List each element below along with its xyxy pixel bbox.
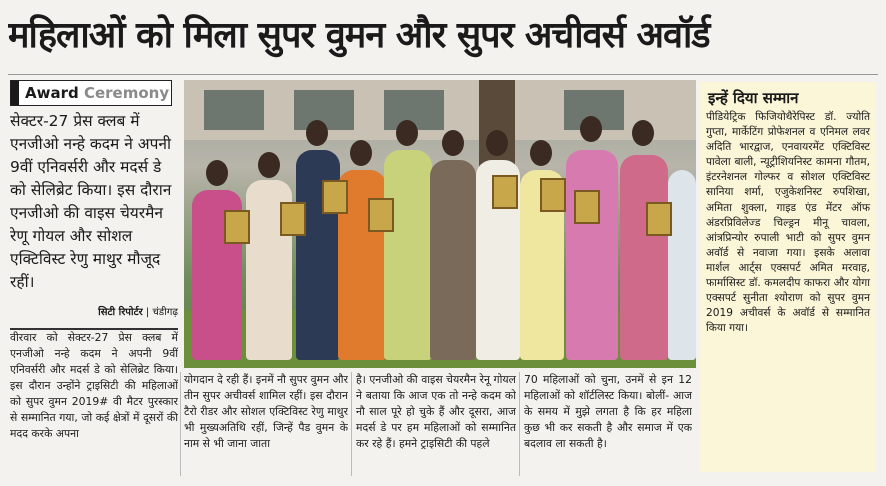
photo-building bbox=[184, 80, 696, 140]
byline-city: चंडीगढ़ bbox=[152, 307, 178, 318]
column-rule bbox=[519, 372, 520, 476]
byline: सिटी रिपोर्टर | चंडीगढ़ bbox=[98, 307, 178, 318]
kicker-part1: Award bbox=[25, 84, 79, 102]
body-column-2: योगदान दे रही हैं। इनमें नौ सुपर वुमन और तीन सुपर अचीवर्स शामिल रहीं। इस दौरान टैरो रीडर और सोशल एक्टिविस्ट रेणु माथुर भी मुख्यअतिथि रहीं, जिन्हें पैड वुमन के नाम से भी जाना जाता bbox=[184, 373, 348, 450]
body-column-4: 70 महिलाओं को चुना, उनमें से इन 12 महिलाओं को शॉर्टलिस्ट किया। बोलीं- आज के समय में मुझे लगता है कि हर महिला कुछ भी कर सकती है और समाज में एक बदलाव ला सकती है। bbox=[524, 373, 692, 450]
body-column-3: है। एनजीओ की वाइस चेयरमैन रेनू गोयल ने बताया कि आज एक तो नन्हे कदम को नौ साल पूरे हो चुके हैं और दूसरा, आज मदर्स डे पर हम महिलाओं को सम्मानित कर रहे हैं। हमने ट्राइसिटी की पहले bbox=[356, 373, 516, 450]
sidebar-title: इन्हें दिया सम्मान bbox=[708, 89, 799, 107]
headline: महिलाओं को मिला सुपर वुमन और सुपर अचीवर्स अवॉर्ड bbox=[8, 15, 710, 56]
column-rule bbox=[180, 372, 181, 476]
kicker-bar bbox=[11, 81, 19, 105]
column-rule bbox=[351, 372, 352, 476]
headline-rule bbox=[8, 74, 878, 75]
kicker-part2: Ceremony bbox=[83, 84, 170, 102]
section-kicker bbox=[10, 80, 172, 106]
awardees-sidebar bbox=[700, 82, 876, 472]
byline-reporter: सिटी रिपोर्टर bbox=[98, 307, 143, 318]
lede-paragraph: सेक्टर-27 प्रेस क्लब में एनजीओ नन्हे कदम ने अपनी 9वीं एनिवर्सरी और मदर्स डे को सेलिब्रेट किया। इस दौरान एनजीओ की वाइस चेयरमैन रेणू गोयल और सोशल एक्टिविस्ट रेणु माथुर मौजूद रहीं। bbox=[10, 112, 172, 291]
body-column-1: वीरवार को सेक्टर-27 प्रेस क्लब में एनजीओ नन्हे कदम ने अपनी 9वीं एनिवर्सरी और मदर्स डे को सेलिब्रेट किया। इस दौरान उन्होंने ट्राइसिटी की महिलाओं को सुपर वुमन 2019# वी मैटर पुरस्कार से सम्मानित गया, जो कई क्षेत्रों में दूसरों की मदद करके अपना bbox=[10, 331, 178, 440]
sidebar-text: पीडियेट्रिक फिजियोथैरेपिस्ट डॉ. ज्योति गुप्ता, मार्केटिंग प्रोफेशनल व एनिमल लवर अदिति भारद्वाज, एनवायरमेंट एक्टिविस्ट पावेला बाली, न्यूट्रीशियनिस्ट कामना गौतम, इंटरनेशनल गोल्फर व सोशल एक्टिविस्ट सानिया शर्मा, एजुकेशनिस्ट रुपशिखा, अमिता शुक्ला, गाइड एंड मेंटर ऑफ अंडरप्रिविलेज्ड चिल्ड्रन मीनू चावला, आंत्रप्रिन्योर रुपाली भाटी को सुपर वुमन अवॉर्ड से नवाजा गया। इसके अलावा मार्शल आर्ट्स एक्सपर्ट अमित मरवाह, फार्मासिस्ट डॉ. कमलदीप काफरा और योगा एक्सपर्ट सुनीता श्योराण को सुपर वुमन 2019 अचीवर्स के अवॉर्ड से सम्मानित किया गया। bbox=[706, 111, 870, 335]
group-photo bbox=[184, 80, 696, 368]
